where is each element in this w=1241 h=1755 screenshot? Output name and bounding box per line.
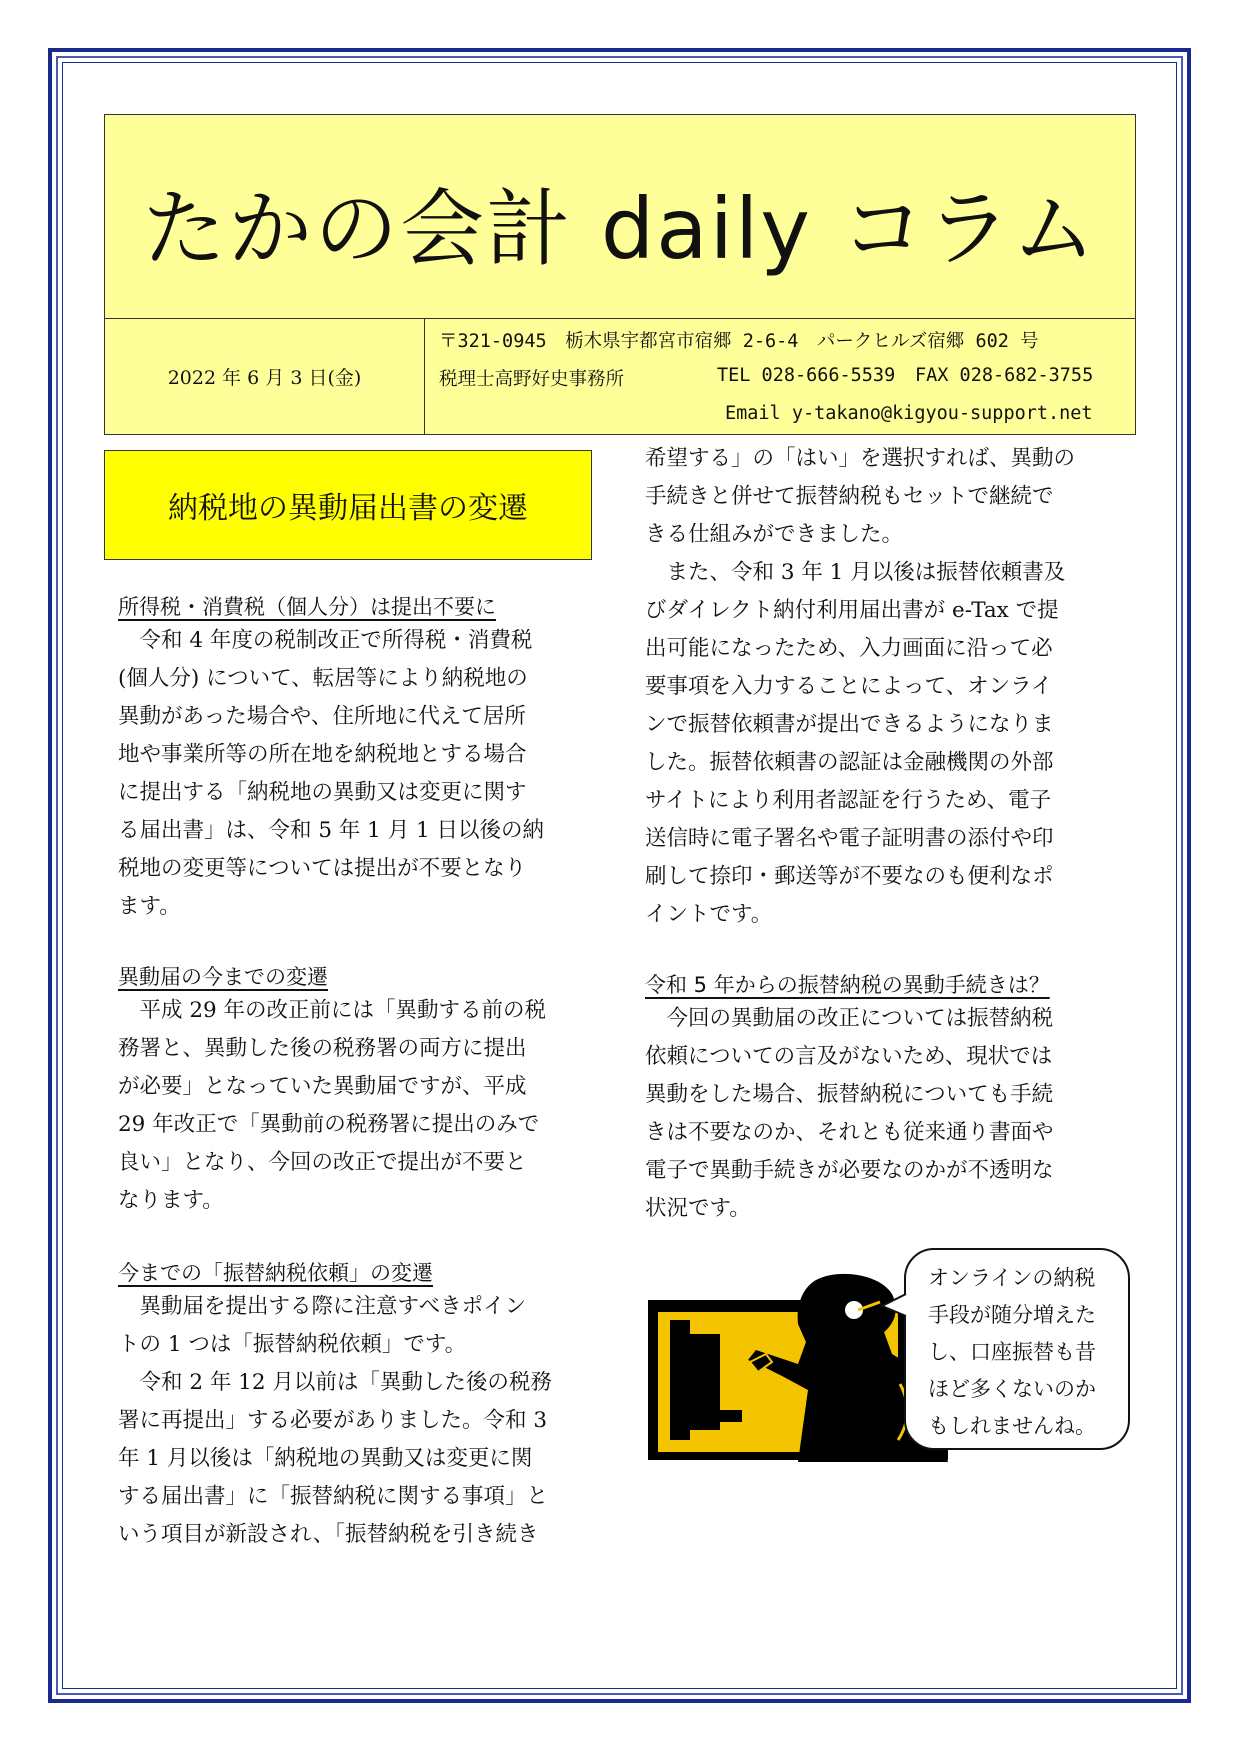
text-line: 手続きと併せて振替納税もセットで継続で (645, 484, 1054, 509)
text-line: 平成 29 年の改正前には「異動する前の税 (118, 998, 547, 1023)
bubble-line: し、口座振替も昔 (928, 1340, 1096, 1364)
section-body-4 (645, 1000, 1054, 1228)
text-line: 令和 2 年 12 月以前は「異動した後の税務 (118, 1370, 552, 1395)
text-line: 希望する」の「はい」を選択すれば、異動の (645, 446, 1076, 471)
office-fax: FAX 028-682-3755 (915, 365, 1094, 386)
issue-date: 2022 年 6 月 3 日(金) (105, 319, 425, 434)
bubble-line: もしれませんね。 (928, 1414, 1096, 1438)
text-line: 29 年改正で「異動前の税務署に提出のみで (118, 1112, 540, 1137)
text-line: ンで振替依頼書が提出できるようになりま (645, 712, 1054, 737)
text-line: ます。 (118, 894, 181, 919)
text-line: 状況です。 (645, 1196, 751, 1221)
text-line: 令和 4 年度の税制改正で所得税・消費税 (118, 628, 533, 653)
bubble-line: 手段が随分増えた (928, 1303, 1096, 1327)
text-line: 税地の変更等については提出が不要となり (118, 856, 527, 881)
text-line: 送信時に電子署名や電子証明書の添付や印 (645, 826, 1054, 851)
text-line: また、令和 3 年 1 月以後は振替依頼書及 (645, 560, 1066, 585)
text-line: なります。 (118, 1188, 224, 1213)
section-title-4: 令和 5 年からの振替納税の異動手続きは？ (645, 973, 1050, 997)
section-title-1: 所得税・消費税（個人分）は提出不要に (118, 595, 496, 619)
section-title-2: 異動届の今までの変遷 (118, 965, 328, 989)
text-line: 地や事業所等の所在地を納税地とする場合 (118, 742, 527, 767)
text-line: る届出書」は、令和 5 年 1 月 1 日以後の納 (118, 818, 545, 843)
text-line: イントです。 (645, 902, 773, 927)
text-line: する届出書」に「振替納税に関する事項」と (118, 1484, 549, 1509)
text-line: 良い」となり、今回の改正で提出が不要と (118, 1150, 527, 1175)
text-line: びダイレクト納付利用届出書が e-Tax で提 (645, 598, 1059, 623)
article-heading: 納税地の異動届出書の変遷 (104, 450, 592, 560)
text-line: 出可能になったため、入力画面に沿って必 (645, 636, 1053, 661)
text-line: した。振替依頼書の認証は金融機関の外部 (645, 750, 1054, 775)
text-line: 署に再提出」する必要がありました。令和 3 (118, 1408, 548, 1433)
office-address: 〒321-0945 栃木県宇都宮市宿郷 2-6-4 パークヒルズ宿郷 602 号 (439, 331, 1039, 352)
right-column (645, 0, 1135, 1755)
office-name: 税理士高野好史事務所 (439, 369, 625, 390)
text-line: サイトにより利用者認証を行うため、電子 (645, 788, 1052, 813)
text-line: 刷して捺印・郵送等が不要なのも便利なポ (645, 864, 1054, 889)
text-line: 依頼についての言及がないため、現状では (645, 1044, 1053, 1069)
section-body-continued (645, 440, 1075, 934)
section-body-1 (118, 622, 544, 926)
left-column (118, 0, 604, 1755)
speech-bubble (904, 1248, 1130, 1450)
bubble-line: ほど多くないのか (928, 1377, 1096, 1401)
text-line: 年 1 月以後は「納税地の異動又は変更に関 (118, 1446, 533, 1471)
text-line: に提出する「納税地の異動又は変更に関す (118, 780, 527, 805)
speech-bubble-tail (880, 1290, 910, 1320)
text-line: (個人分) について、転居等により納税地の (118, 666, 528, 691)
section-title-3: 今までの「振替納税依頼」の変遷 (118, 1261, 433, 1285)
section-body-3 (118, 1288, 552, 1554)
office-phone: TEL 028-666-5539 (717, 365, 896, 386)
text-line: が必要」となっていた異動届ですが、平成 (118, 1074, 527, 1099)
text-line: 今回の異動届の改正については振替納税 (645, 1006, 1054, 1031)
text-line: トの 1 つは「振替納税依頼」です。 (118, 1332, 467, 1357)
section-body-2 (118, 992, 546, 1220)
office-email[interactable]: Email y-takano@kigyou-support.net (725, 403, 1093, 424)
text-line: 要事項を入力することによって、オンライ (645, 674, 1053, 699)
text-line: きる仕組みができました。 (645, 522, 904, 547)
text-line: いう項目が新設され、「振替納税を引き続き (118, 1522, 539, 1547)
text-line: 電子で異動手続きが必要なのかが不透明な (645, 1158, 1054, 1183)
newsletter-title: たかの会計 daily コラム (142, 180, 1098, 278)
text-line: 異動をした場合、振替納税についても手続 (645, 1082, 1054, 1107)
text-line: きは不要なのか、それとも従来通り書面や (645, 1120, 1054, 1145)
text-line: 異動届を提出する際に注意すべきポイン (118, 1294, 527, 1319)
bubble-line: オンラインの納税 (928, 1266, 1096, 1290)
text-line: 異動があった場合や、住所地に代えて居所 (118, 704, 526, 729)
text-line: 務署と、異動した後の税務署の両方に提出 (118, 1036, 527, 1061)
